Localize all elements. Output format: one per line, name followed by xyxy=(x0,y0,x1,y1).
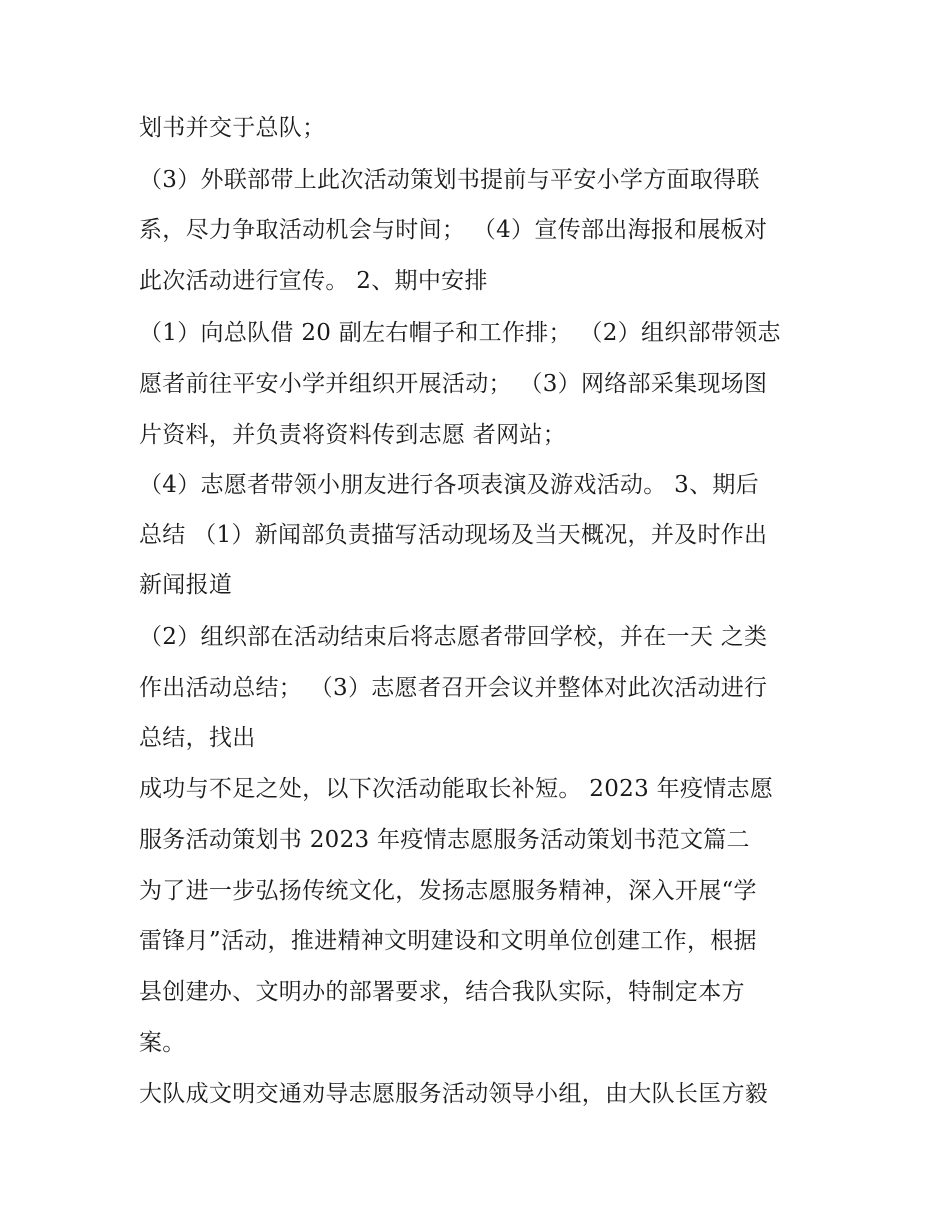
text-line: 雷锋月”活动，推进精神文明建设和文明单位创建工作，根据 xyxy=(139,928,757,954)
text-line: 为了进一步弘扬传统文化，发扬志愿服务精神，深入开展“学 xyxy=(139,878,757,904)
text-line: 划书并交于总队； xyxy=(139,115,326,141)
text-line: 系，尽力争取活动机会与时间； （4）宣传部出海报和展板对 xyxy=(139,217,768,243)
text-line: 作出活动总结； （3）志愿者召开会议并整体对此次活动进行 xyxy=(139,675,768,701)
text-line: （3）外联部带上此次活动策划书提前与平安小学方面取得联 xyxy=(139,167,760,193)
text-line: 此次活动进行宣传。 2、期中安排 xyxy=(139,268,488,294)
text-line: （1）向总队借 20 副左右帽子和工作排； （2）组织部带领志 xyxy=(139,320,781,346)
text-line: 县创建办、文明办的部署要求，结合我队实际，特制定本方 xyxy=(139,979,745,1005)
text-line: 总结 （1）新闻部负责描写活动现场及当天概况，并及时作出 xyxy=(139,522,768,548)
text-line: 愿者前往平安小学并组织开展活动； （3）网络部采集现场图 xyxy=(139,371,768,397)
text-line: 案。 xyxy=(139,1030,186,1056)
text-line: 成功与不足之处，以下次活动能取长补短。 2023 年疫情志愿 xyxy=(139,776,774,802)
text-line: 新闻报道 xyxy=(139,572,233,598)
text-line: 总结，找出 xyxy=(139,725,256,751)
text-line: 服务活动策划书 2023 年疫情志愿服务活动策划书范文篇二 xyxy=(139,827,750,853)
text-line: 片资料，并负责将资料传到志愿 者网站； xyxy=(139,422,567,448)
text-line: （4）志愿者带领小朋友进行各项表演及游戏活动。 3、期后 xyxy=(139,472,759,498)
text-line: （2）组织部在活动结束后将志愿者带回学校，并在一天 之类 xyxy=(139,624,768,650)
text-line: 大队成文明交通劝导志愿服务活动领导小组，由大队长匡方毅 xyxy=(139,1081,769,1107)
